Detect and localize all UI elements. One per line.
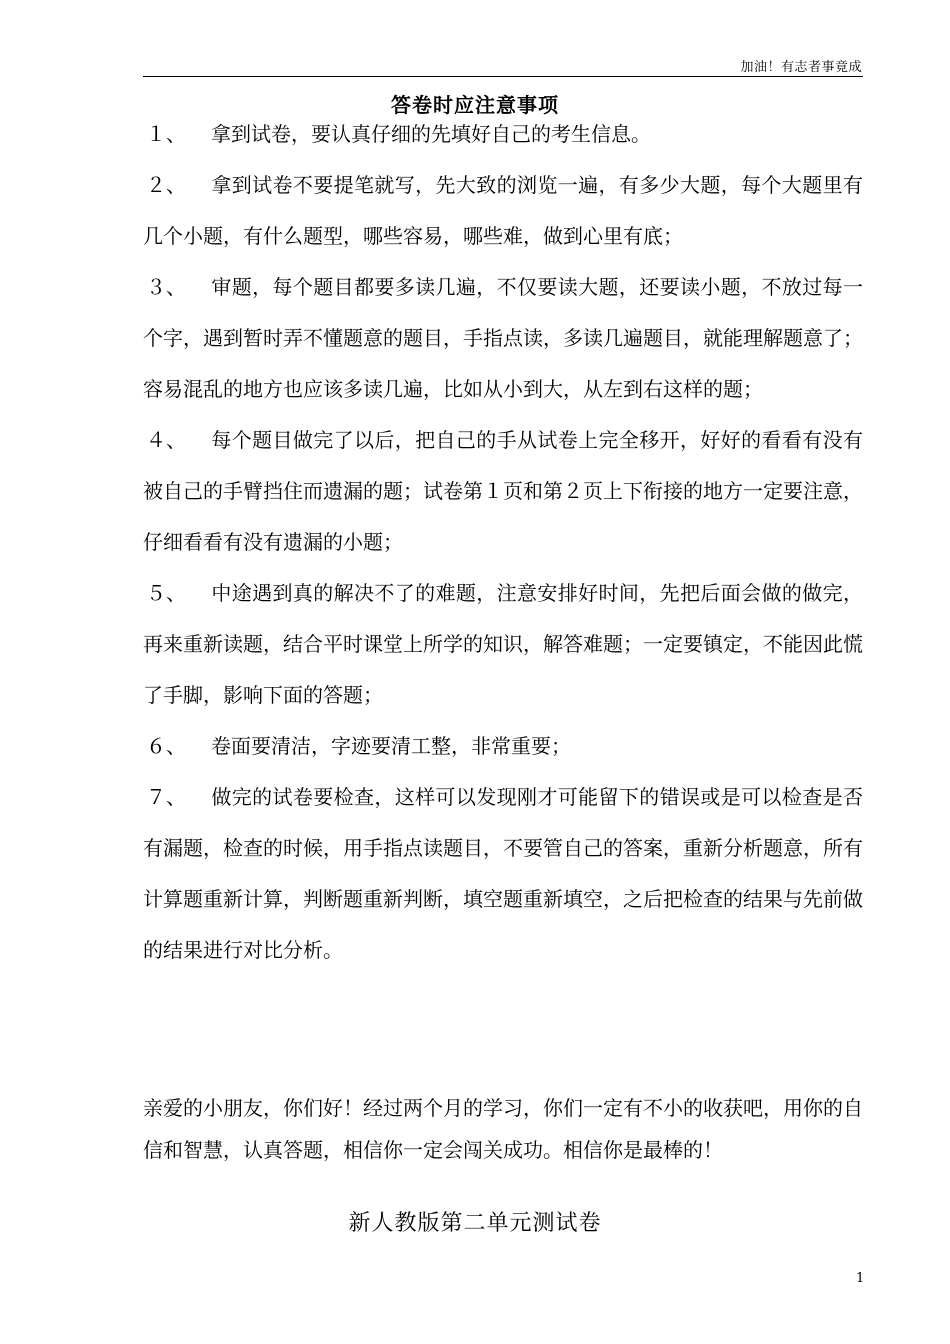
item-number: ７、 <box>146 785 186 809</box>
item-number: ６、 <box>146 734 186 758</box>
notice-item-7 <box>143 772 863 976</box>
item-text: 拿到试卷，要认真仔细的先填好自己的考生信息。 <box>211 122 651 146</box>
item-number: １、 <box>146 122 186 146</box>
item-number: ３、 <box>146 275 186 299</box>
notice-item-3 <box>143 262 863 415</box>
notice-item-4 <box>143 415 863 568</box>
notice-item-6 <box>143 721 863 772</box>
notice-list <box>143 109 863 976</box>
header-motto: 加油！有志者事竟成 <box>740 60 862 75</box>
page-number: 1 <box>856 1271 865 1286</box>
item-text: 审题，每个题目都要多读几遍，不仅要读大题，还要读小题，不放过每一个字，遇到暂时弄不懂题意的题目，手指点读，多读几遍题目，就能理解题意了；容易混乱的地方也应该多读几遍，比如从小到大，从左到右这样的题； <box>143 275 863 401</box>
item-number: ４、 <box>146 428 186 452</box>
item-text: 每个题目做完了以后，把自己的手从试卷上完全移开，好好的看看有没有被自己的手臂挡住而遗漏的题；试卷第１页和第２页上下衔接的地方一定要注意，仔细看看有没有遗漏的小题； <box>143 428 863 554</box>
exam-subtitle: 新人教版第二单元测试卷 <box>348 1211 602 1236</box>
item-number: ５、 <box>146 581 186 605</box>
notice-item-1 <box>143 109 863 160</box>
item-text: 做完的试卷要检查，这样可以发现刚才可能留下的错误或是可以检查是否有漏题，检查的时候，用手指点读题目，不要管自己的答案，重新分析题意，所有计算题重新计算，判断题重新判断，填空题重新填空，之后把检查的结果与先前做的结果进行对比分析。 <box>143 785 863 962</box>
item-text: 中途遇到真的解决不了的难题，注意安排好时间，先把后面会做的做完，再来重新读题，结合平时课堂上所学的知识，解答难题；一定要镇定，不能因此慌了手脚，影响下面的答题； <box>143 581 863 707</box>
item-text: 卷面要清洁，字迹要清工整，非常重要； <box>211 734 571 758</box>
greeting-paragraph: 亲爱的小朋友，你们好！经过两个月的学习，你们一定有不小的收获吧，用你的自信和智慧，认真答题，相信你一定会闯关成功。相信你是最棒的！ <box>143 1096 863 1162</box>
item-text: 拿到试卷不要提笔就写，先大致的浏览一遍，有多少大题，每个大题里有几个小题，有什么题型，哪些容易，哪些难，做到心里有底； <box>143 173 863 248</box>
page-title: 答卷时应注意事项 <box>391 93 559 117</box>
item-number: ２、 <box>146 173 186 197</box>
header-rule <box>143 76 863 77</box>
notice-item-5 <box>143 568 863 721</box>
notice-item-2 <box>143 160 863 262</box>
